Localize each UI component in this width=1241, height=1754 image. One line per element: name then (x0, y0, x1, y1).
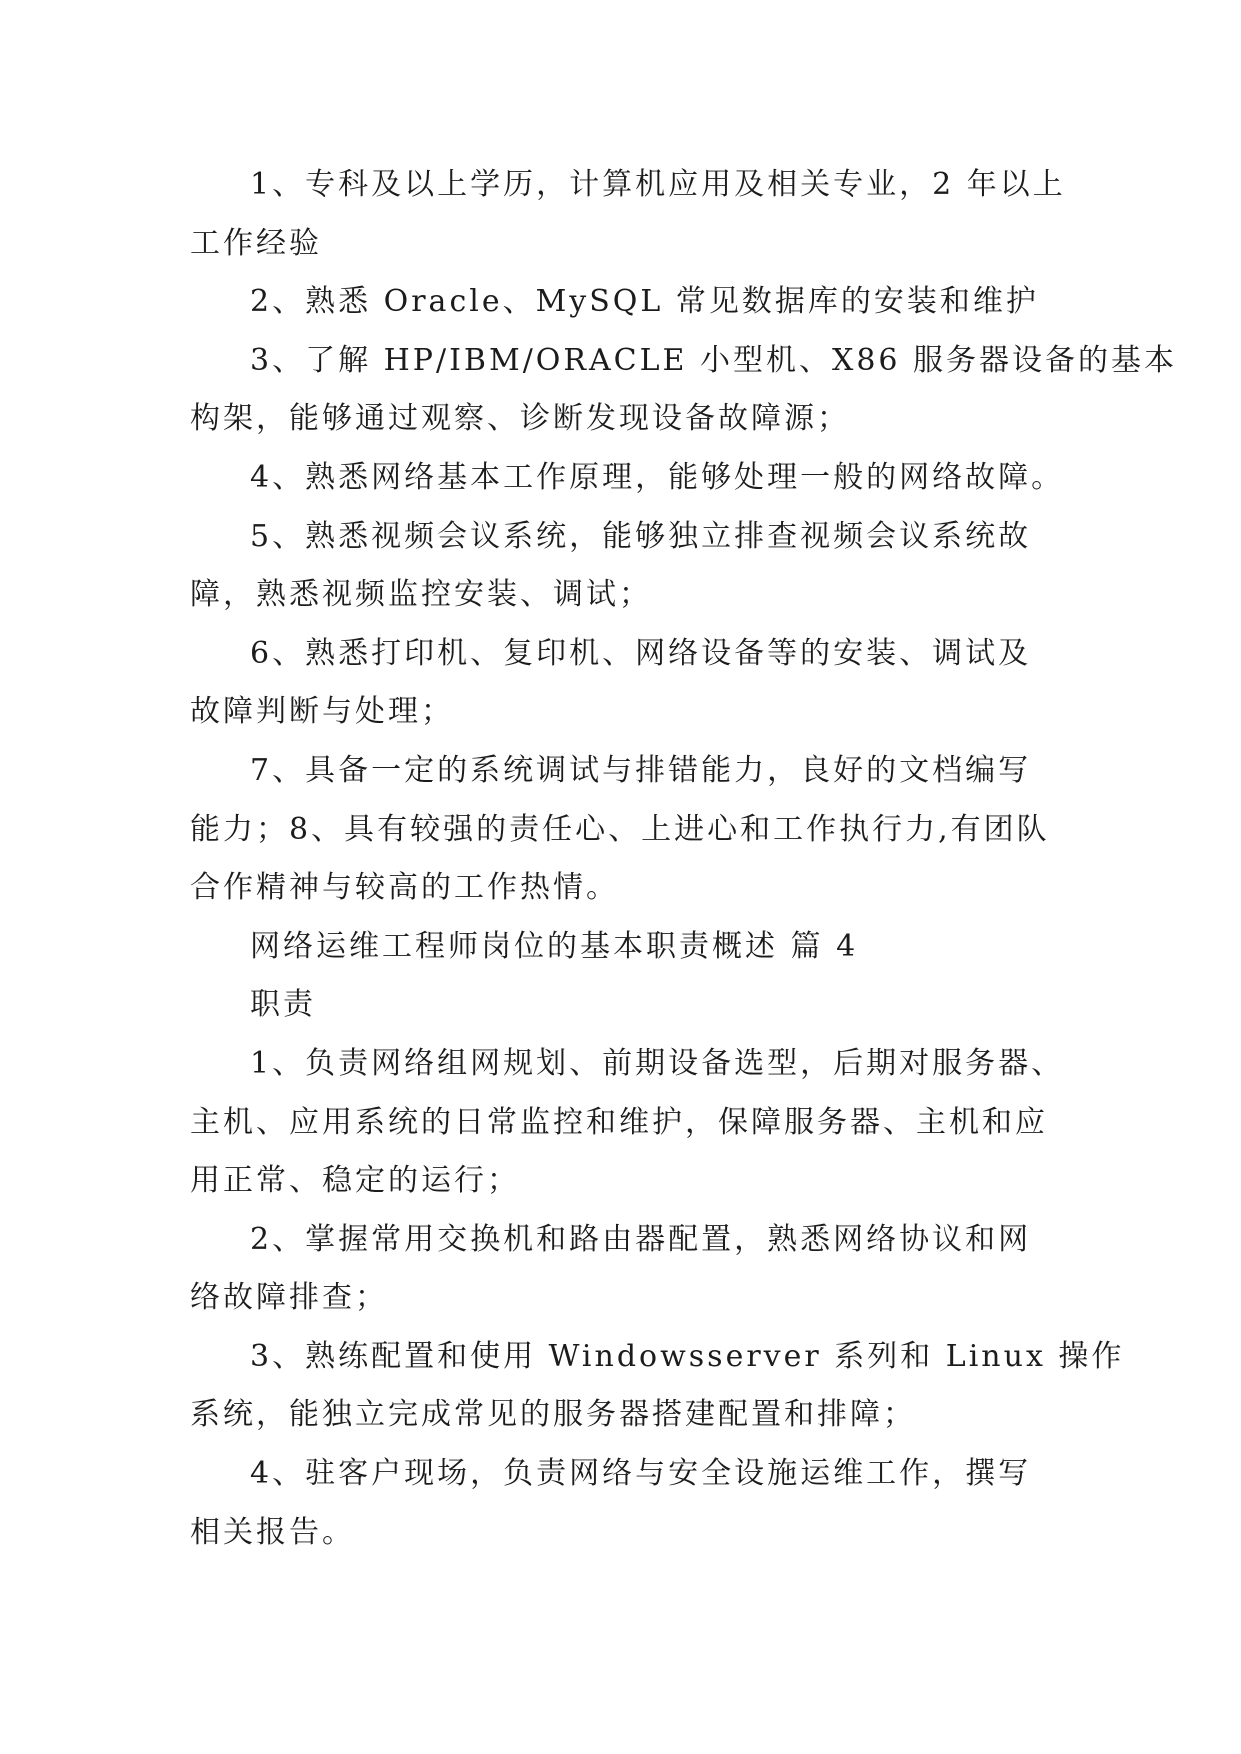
paragraph-line: 构架，能够通过观察、诊断发现设备故障源； (190, 401, 850, 437)
requirement-item (0, 508, 1241, 625)
paragraph-line: 障，熟悉视频监控安装、调试； (190, 577, 652, 613)
paragraph-line: 5、熟悉视频会议系统，能够独立排查视频会议系统故 (250, 518, 1032, 554)
requirement-item (0, 625, 1241, 742)
requirement-item (0, 742, 1241, 918)
duty-item (0, 1445, 1241, 1562)
paragraph-line: 用正常、稳定的运行； (190, 1163, 520, 1199)
paragraph-line: 1、负责网络组网规划、前期设备选型，后期对服务器、 (250, 1045, 1065, 1081)
paragraph-line: 系统，能独立完成常见的服务器搭建配置和排障； (190, 1397, 916, 1433)
paragraph-line: 4、驻客户现场，负责网络与安全设施运维工作，撰写 (250, 1456, 1032, 1492)
section-heading: 网络运维工程师岗位的基本职责概述 篇 4 (250, 928, 859, 964)
requirement-item (0, 449, 1241, 508)
paragraph-line: 7、具备一定的系统调试与排错能力，良好的文档编写 (250, 752, 1032, 788)
paragraph-line: 故障判断与处理； (190, 694, 454, 730)
duty-item (0, 1035, 1241, 1211)
requirement-item (0, 273, 1241, 332)
duty-item (0, 1211, 1241, 1328)
paragraph-line: 4、熟悉网络基本工作原理，能够处理一般的网络故障。 (250, 459, 1065, 495)
paragraph-line: 2、熟悉 Oracle、MySQL 常见数据库的安装和维护 (250, 284, 1039, 320)
subheading: 职责 (250, 987, 316, 1023)
paragraph-line: 3、熟练配置和使用 Windowsserver 系列和 Linux 操作 (250, 1338, 1125, 1374)
paragraph-line: 能力；8、具有较强的责任心、上进心和工作执行力,有团队 (190, 811, 1050, 847)
paragraph-line: 合作精神与较高的工作热情。 (190, 870, 619, 906)
paragraph-line: 相关报告。 (190, 1514, 355, 1550)
paragraph-line: 主机、应用系统的日常监控和维护，保障服务器、主机和应 (190, 1104, 1048, 1140)
requirement-item (0, 156, 1241, 273)
paragraph-line: 2、掌握常用交换机和路由器配置，熟悉网络协议和网 (250, 1221, 1032, 1257)
duty-item (0, 1328, 1241, 1445)
requirement-item (0, 332, 1241, 449)
paragraph-line: 工作经验 (190, 225, 322, 261)
paragraph-line: 1、专科及以上学历，计算机应用及相关专业，2 年以上 (250, 167, 1066, 202)
paragraph-line: 3、了解 HP/IBM/ORACLE 小型机、X86 服务器设备的基本 (250, 342, 1178, 378)
paragraph-line: 络故障排查； (190, 1280, 388, 1316)
paragraph-line: 6、熟悉打印机、复印机、网络设备等的安装、调试及 (250, 635, 1032, 671)
